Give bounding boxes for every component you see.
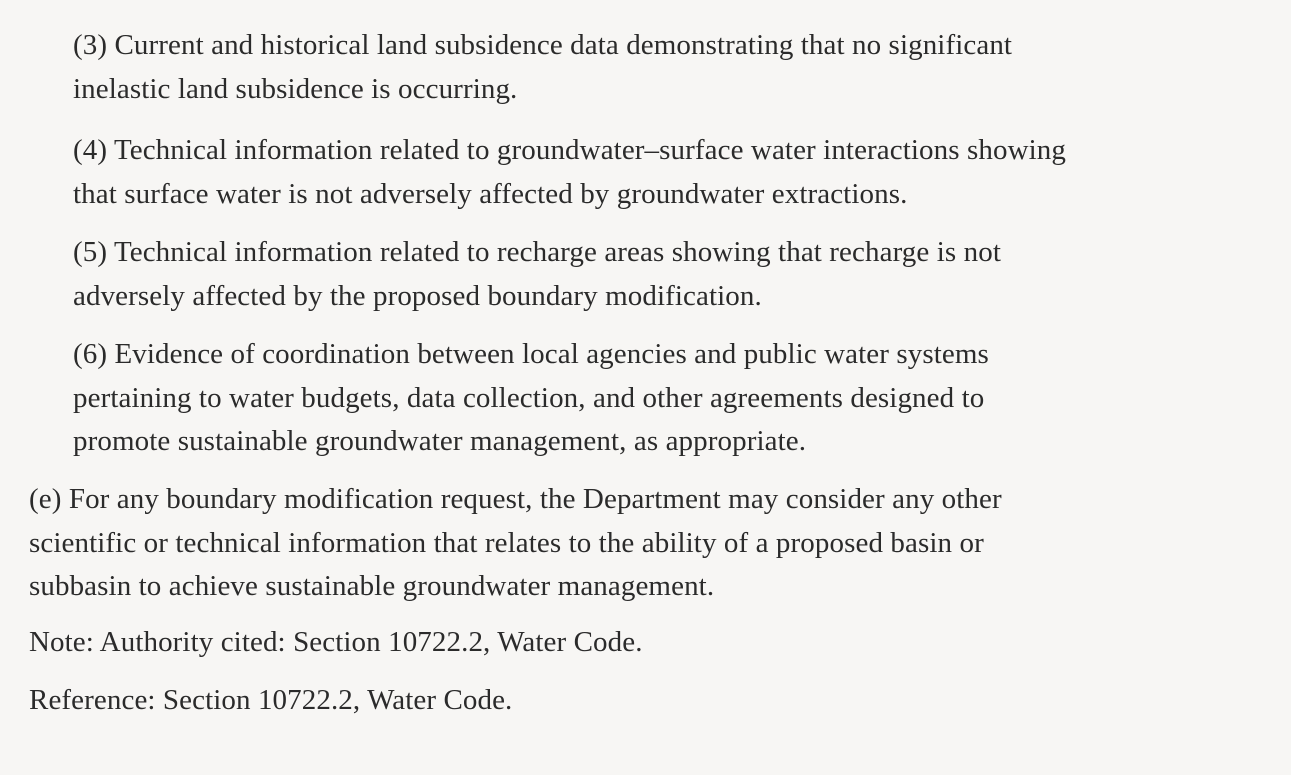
subsection-4 xyxy=(73,129,1066,216)
subsection-6 xyxy=(73,333,989,464)
subsection-e-line-1: (e) For any boundary modification request, the Department may consider any other xyxy=(29,483,1002,515)
subsection-e xyxy=(29,478,1002,609)
subsection-6-line-3: promote sustainable groundwater management, as appropriate. xyxy=(73,425,807,457)
subsection-e-line-2: scientific or technical information that relates to the ability of a proposed basin or xyxy=(29,526,984,559)
subsection-4-line-2: that surface water is not adversely affected by groundwater extractions. xyxy=(73,177,908,210)
subsection-4-line-1: (4) Technical information related to groundwater–surface water interactions showing xyxy=(73,134,1066,166)
subsection-e-line-3: subbasin to achieve sustainable groundwater management. xyxy=(29,570,715,602)
subsection-3-line-2: inelastic land subsidence is occurring. xyxy=(73,72,518,105)
subsection-5 xyxy=(73,231,1001,318)
subsection-3 xyxy=(73,24,1012,111)
reference-note xyxy=(29,679,512,723)
subsection-3-line-1: (3) Current and historical land subsidence data demonstrating that no significant xyxy=(73,29,1013,61)
subsection-5-line-1: (5) Technical information related to recharge areas showing that recharge is not xyxy=(73,236,1001,268)
reference-note-text: Reference: Section 10722.2, Water Code. xyxy=(29,684,513,716)
subsection-5-line-2: adversely affected by the proposed boundary modification. xyxy=(73,279,762,312)
authority-note xyxy=(29,621,643,665)
subsection-6-line-1: (6) Evidence of coordination between local agencies and public water systems xyxy=(73,338,989,370)
authority-note-text: Note: Authority cited: Section 10722.2, Water Code. xyxy=(29,626,643,658)
subsection-6-line-2: pertaining to water budgets, data collection, and other agreements designed to xyxy=(73,381,985,414)
